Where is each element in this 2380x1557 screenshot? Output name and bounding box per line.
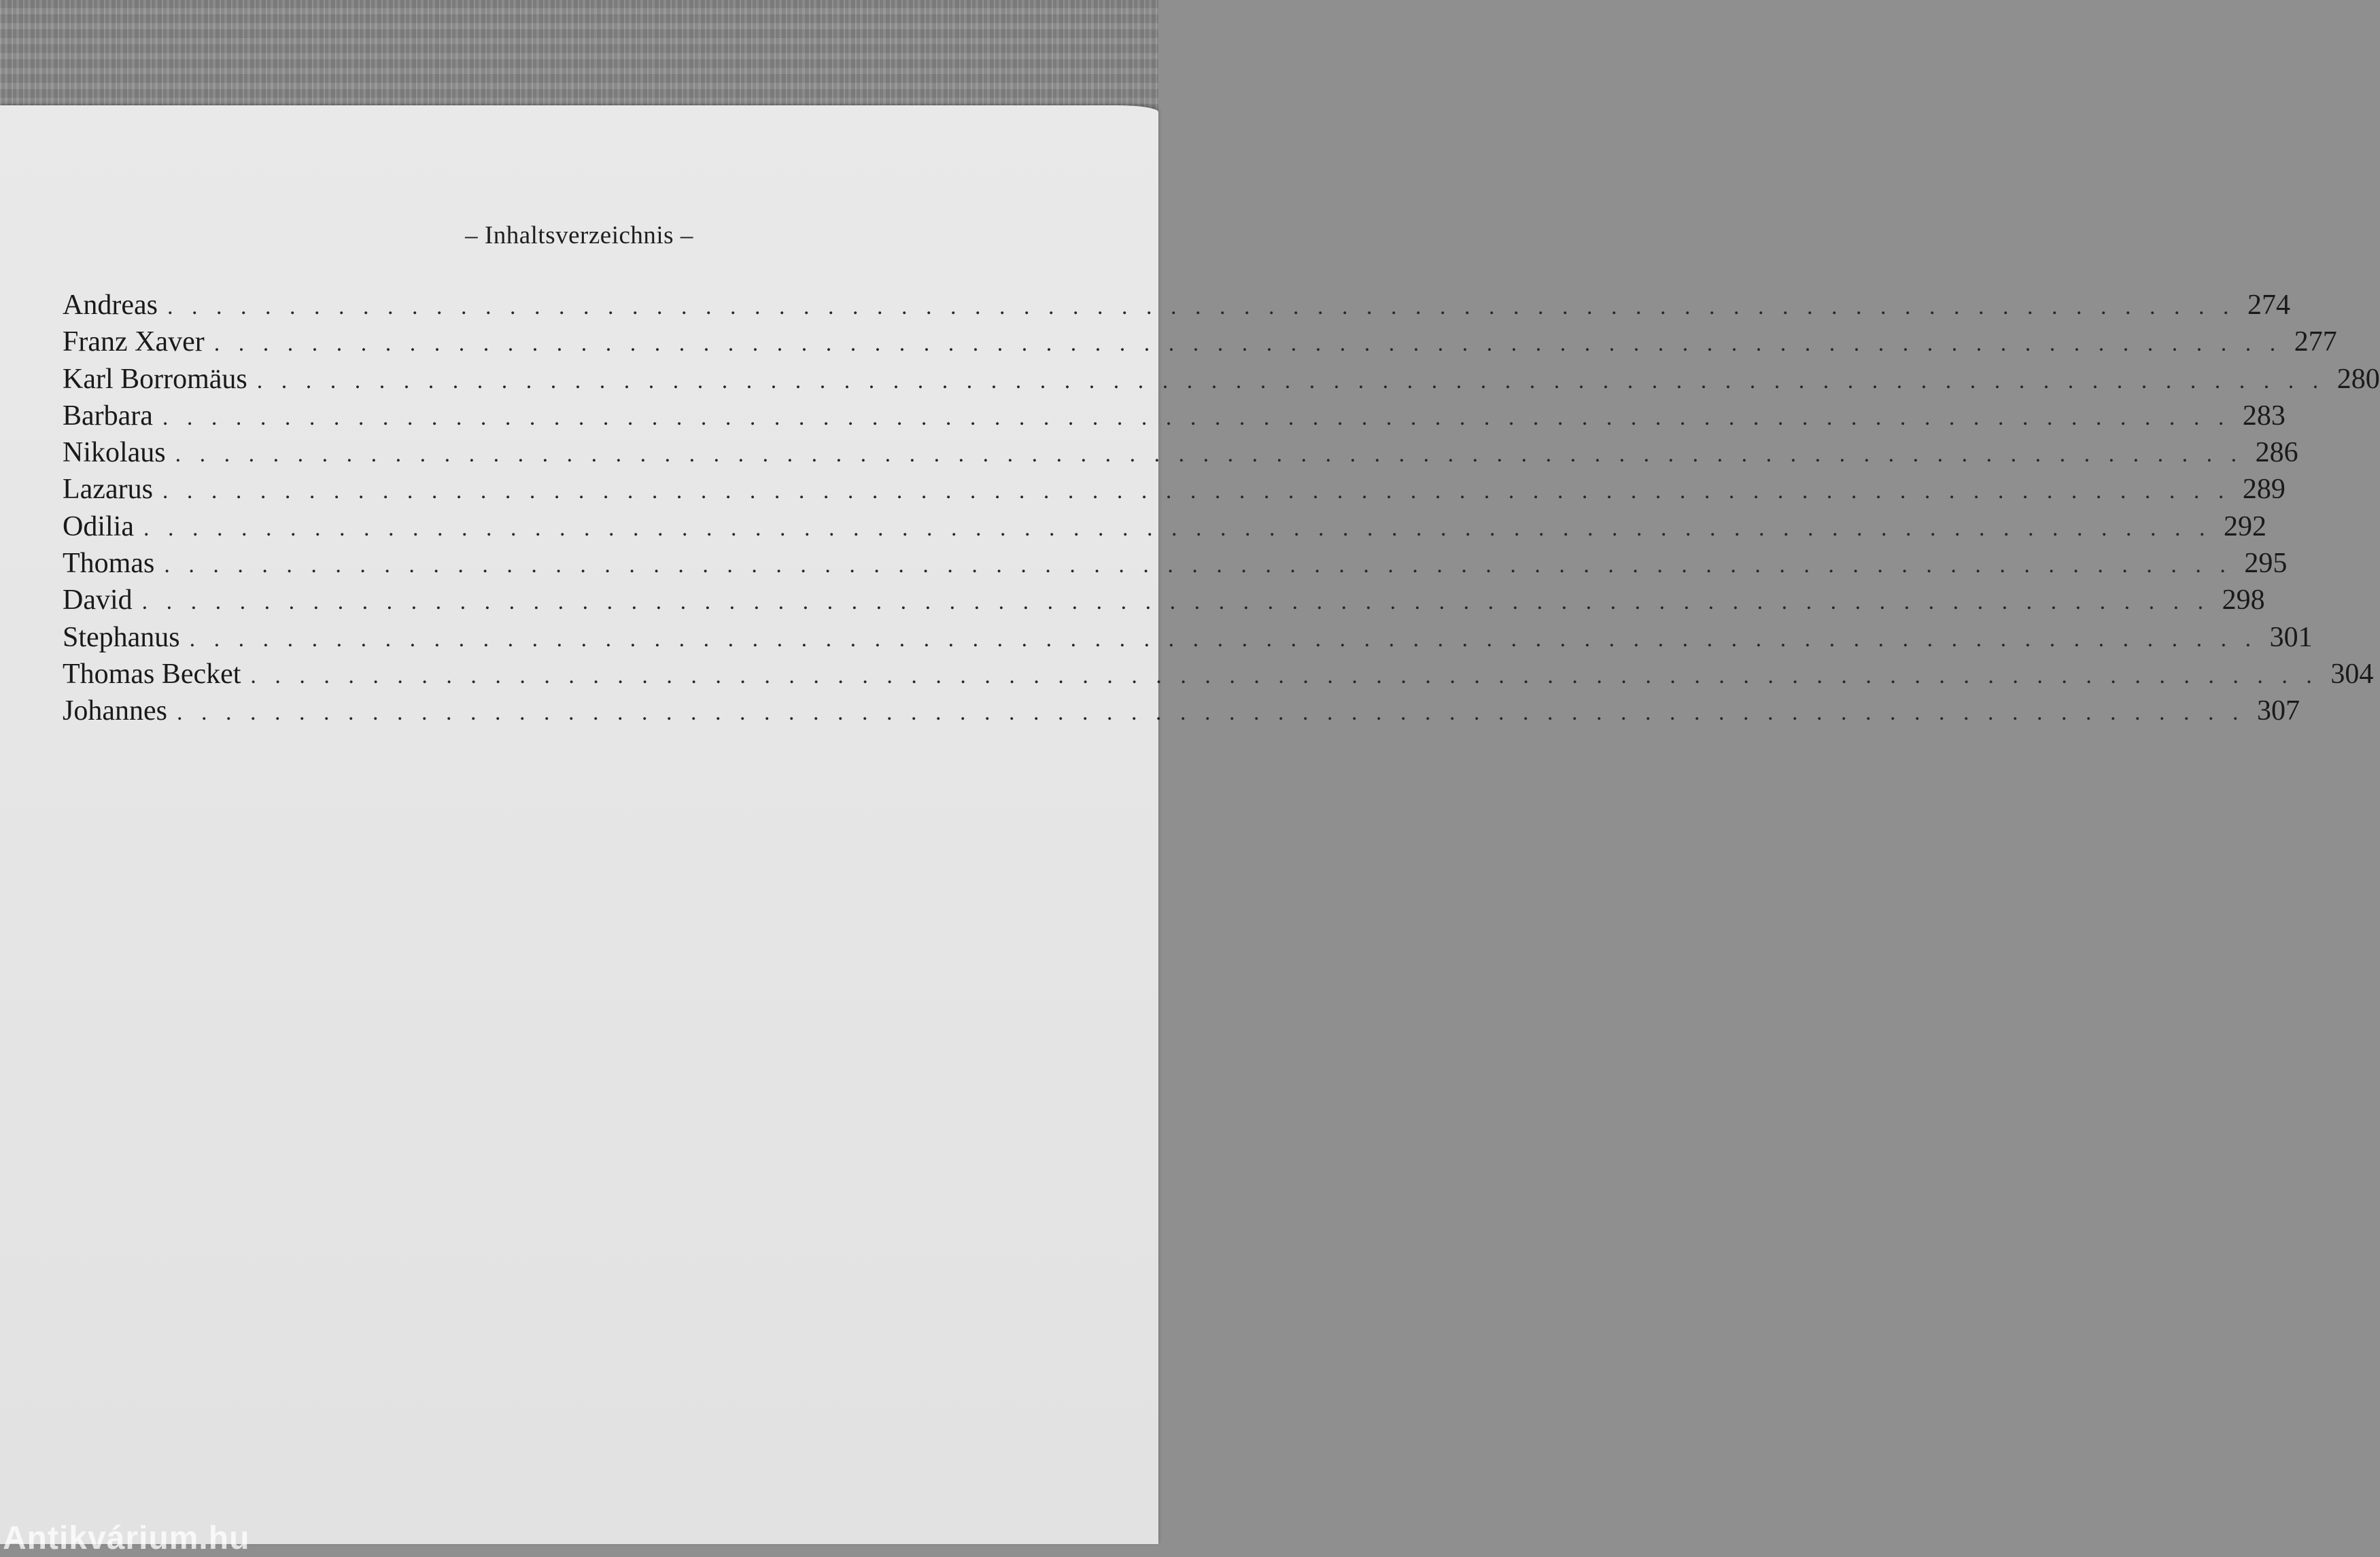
toc-entry-page: 292 [2223, 510, 2266, 542]
toc-leader-dots: . . . . . . . . . . . . . . . . . . . . . . . . . . . . . . . . . . . . . . . . . . . . . . . . . . . . . . . . . . . . . . . . . . . . . . . . . . . . . . . . . . . . . [176, 700, 2245, 726]
toc-entry-title: Stephanus [63, 621, 180, 653]
toc-entry-page: 295 [2244, 548, 2288, 580]
toc-entry-title: Odilia [63, 510, 134, 542]
toc-entry-title: Karl Borromäus [63, 363, 247, 395]
toc-entry-page: 286 [2255, 437, 2298, 469]
toc-entry-karl-borromaeus [63, 363, 2380, 400]
page-title: – Inhaltsverzeichnis – [465, 222, 693, 249]
toc-entry-page: 304 [2330, 658, 2374, 690]
toc-leader-dots: . . . . . . . . . . . . . . . . . . . . . . . . . . . . . . . . . . . . . . . . . . . . . . . . . . . . . . . . . . . . . . . . . . . . . . . . . . . . . . . . . . . . . [167, 294, 2235, 319]
toc-entry-thomas-becket [63, 658, 2374, 695]
toc-entry-franz-xaver [63, 326, 2337, 362]
toc-entry-barbara [63, 400, 2286, 436]
toc-entry-page: 298 [2222, 584, 2265, 616]
toc-entry-page: 277 [2294, 326, 2337, 358]
toc-entry-title: David [63, 584, 133, 616]
toc-entry-page: 280 [2336, 363, 2380, 395]
toc-entry-johannes [63, 695, 2300, 731]
toc-entry-page: 274 [2247, 290, 2290, 321]
toc-leader-dots: . . . . . . . . . . . . . . . . . . . . . . . . . . . . . . . . . . . . . . . . . . . . . . . . . . . . . . . . . . . . . . . . . . . . . . . . . . . . . . . . . . . . . [175, 442, 2243, 468]
toc-entry-nikolaus [63, 436, 2298, 473]
toc-entry-title: Andreas [63, 290, 158, 321]
toc-entry-title: Thomas [63, 548, 155, 580]
toc-entry-stephanus [63, 621, 2313, 658]
toc-entry-page: 301 [2269, 621, 2313, 653]
watermark-text: Antikvárium.hu [3, 1520, 250, 1556]
background-surface [0, 0, 1158, 119]
toc-leader-dots: . . . . . . . . . . . . . . . . . . . . . . . . . . . . . . . . . . . . . . . . . . . . . . . . . . . . . . . . . . . . . . . . . . . . . . . . . . . . . . . . . . . . . [162, 478, 2230, 504]
book-page [0, 105, 2380, 1544]
toc-entry-thomas [63, 547, 2288, 584]
toc-leader-dots: . . . . . . . . . . . . . . . . . . . . . . . . . . . . . . . . . . . . . . . . . . . . . . . . . . . . . . . . . . . . . . . . . . . . . . . . . . . . . . . . . . . . . [162, 404, 2230, 430]
toc-entry-title: Johannes [63, 695, 167, 727]
table-of-contents [63, 289, 2380, 732]
toc-entry-odilia [63, 510, 2266, 547]
toc-entry-title: Franz Xaver [63, 326, 205, 358]
toc-leader-dots: . . . . . . . . . . . . . . . . . . . . . . . . . . . . . . . . . . . . . . . . . . . . . . . . . . . . . . . . . . . . . . . . . . . . . . . . . . . . . . . . . . . . . [213, 331, 2282, 357]
toc-entry-andreas [63, 289, 2290, 326]
toc-entry-title: Barbara [63, 400, 153, 432]
toc-entry-page: 307 [2256, 695, 2300, 727]
toc-leader-dots: . . . . . . . . . . . . . . . . . . . . . . . . . . . . . . . . . . . . . . . . . . . . . . . . . . . . . . . . . . . . . . . . . . . . . . . . . . . . . . . . . . . . . [164, 553, 2232, 578]
toc-leader-dots: . . . . . . . . . . . . . . . . . . . . . . . . . . . . . . . . . . . . . . . . . . . . . . . . . . . . . . . . . . . . . . . . . . . . . . . . . . . . . . . . . . . . . [141, 589, 2210, 615]
toc-leader-dots: . . . . . . . . . . . . . . . . . . . . . . . . . . . . . . . . . . . . . . . . . . . . . . . . . . . . . . . . . . . . . . . . . . . . . . . . . . . . . . . . . . . . . [256, 368, 2325, 393]
toc-leader-dots: . . . . . . . . . . . . . . . . . . . . . . . . . . . . . . . . . . . . . . . . . . . . . . . . . . . . . . . . . . . . . . . . . . . . . . . . . . . . . . . . . . . . . [143, 515, 2211, 541]
toc-entry-title: Thomas Becket [63, 658, 241, 690]
toc-entry-title: Nikolaus [63, 437, 166, 469]
toc-entry-page: 289 [2242, 474, 2286, 506]
toc-entry-david [63, 584, 2265, 620]
toc-entry-title: Lazarus [63, 474, 153, 506]
toc-entry-page: 283 [2242, 400, 2286, 432]
toc-leader-dots: . . . . . . . . . . . . . . . . . . . . . . . . . . . . . . . . . . . . . . . . . . . . . . . . . . . . . . . . . . . . . . . . . . . . . . . . . . . . . . . . . . . . . [189, 626, 2258, 652]
toc-entry-lazarus [63, 473, 2286, 510]
toc-leader-dots: . . . . . . . . . . . . . . . . . . . . . . . . . . . . . . . . . . . . . . . . . . . . . . . . . . . . . . . . . . . . . . . . . . . . . . . . . . . . . . . . . . . . . [250, 663, 2319, 688]
